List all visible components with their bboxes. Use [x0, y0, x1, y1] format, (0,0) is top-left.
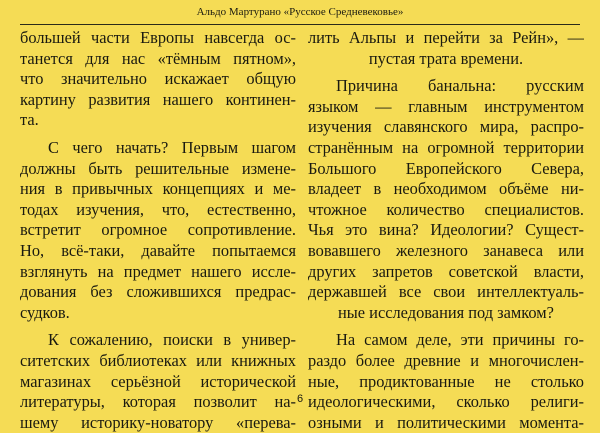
text-line: литературы, которая позволит на- [20, 392, 296, 412]
text-line: магазинах серьёзной исторической [20, 371, 296, 391]
text-line: раздо более древние и многочислен- [308, 350, 584, 370]
page-number: 6 [296, 393, 304, 405]
text-line: На самом деле, эти причины го- [336, 330, 584, 350]
right-column [308, 28, 584, 433]
running-header: Альдо Мартурано «Русское Средневековье» [196, 6, 404, 18]
text-line: ситетских библиотеках или книжных [20, 350, 296, 370]
text-line: встретит огромное сопротивление. [20, 220, 296, 240]
text-line: Большого Европейского Севера, [308, 158, 584, 178]
text-line: идеологическими, сколько религи- [308, 392, 584, 412]
text-line: ные, продиктованные не столько [308, 371, 584, 391]
text-line: С чего начать? Первым шагом [48, 137, 296, 157]
text-line: других запретов советской власти, [308, 261, 584, 281]
text-line: ные исследования под замком? [338, 302, 554, 322]
header-rule [20, 24, 580, 25]
text-line: К сожалению, поиски в универ- [48, 330, 296, 350]
text-line: дования без сложившихся предрас- [20, 282, 296, 302]
text-line: странённым на огромной территории [308, 137, 584, 157]
text-line: изучения славянского мира, распро- [308, 117, 584, 137]
text-line: озными и политическими момента- [308, 412, 584, 432]
text-line: судков. [20, 302, 70, 322]
text-line: Причина банальна: русским [336, 76, 584, 96]
text-line: должны быть решительные измене- [20, 158, 296, 178]
text-line: картину развития нашего континен- [20, 89, 296, 109]
left-column [20, 28, 296, 433]
text-line: Чья это вина? Идеологии? Сущест- [308, 220, 584, 240]
text-line: та. [20, 110, 39, 130]
text-line: тодах изучения, что, естественно, [20, 199, 296, 219]
text-line: Но, всё-таки, давайте попытаемся [20, 240, 296, 260]
text-line: танется для нас «тёмным пятном», [20, 48, 296, 68]
text-line: большей части Европы навсегда ос- [20, 28, 296, 47]
text-line: взглянуть на предмет нашего иссле- [20, 261, 296, 281]
text-line: лить Альпы и перейти за Рейн», — [308, 28, 584, 47]
text-line: шему историку-новатору «перева- [20, 412, 296, 432]
text-line: что значительно искажает общую [20, 69, 296, 89]
text-line: державшей все свои интеллектуаль- [308, 282, 584, 302]
text-line: ния в привычных концепциях и ме- [20, 179, 296, 199]
text-line: языком — главным инструментом [308, 96, 584, 116]
text-line: вовавшего железного занавеса или [308, 240, 584, 260]
text-line: владеет в необходимом объёме ни- [308, 179, 584, 199]
text-line: чтожное количество специалистов. [308, 199, 584, 219]
text-line: пустая трата времени. [368, 48, 524, 68]
